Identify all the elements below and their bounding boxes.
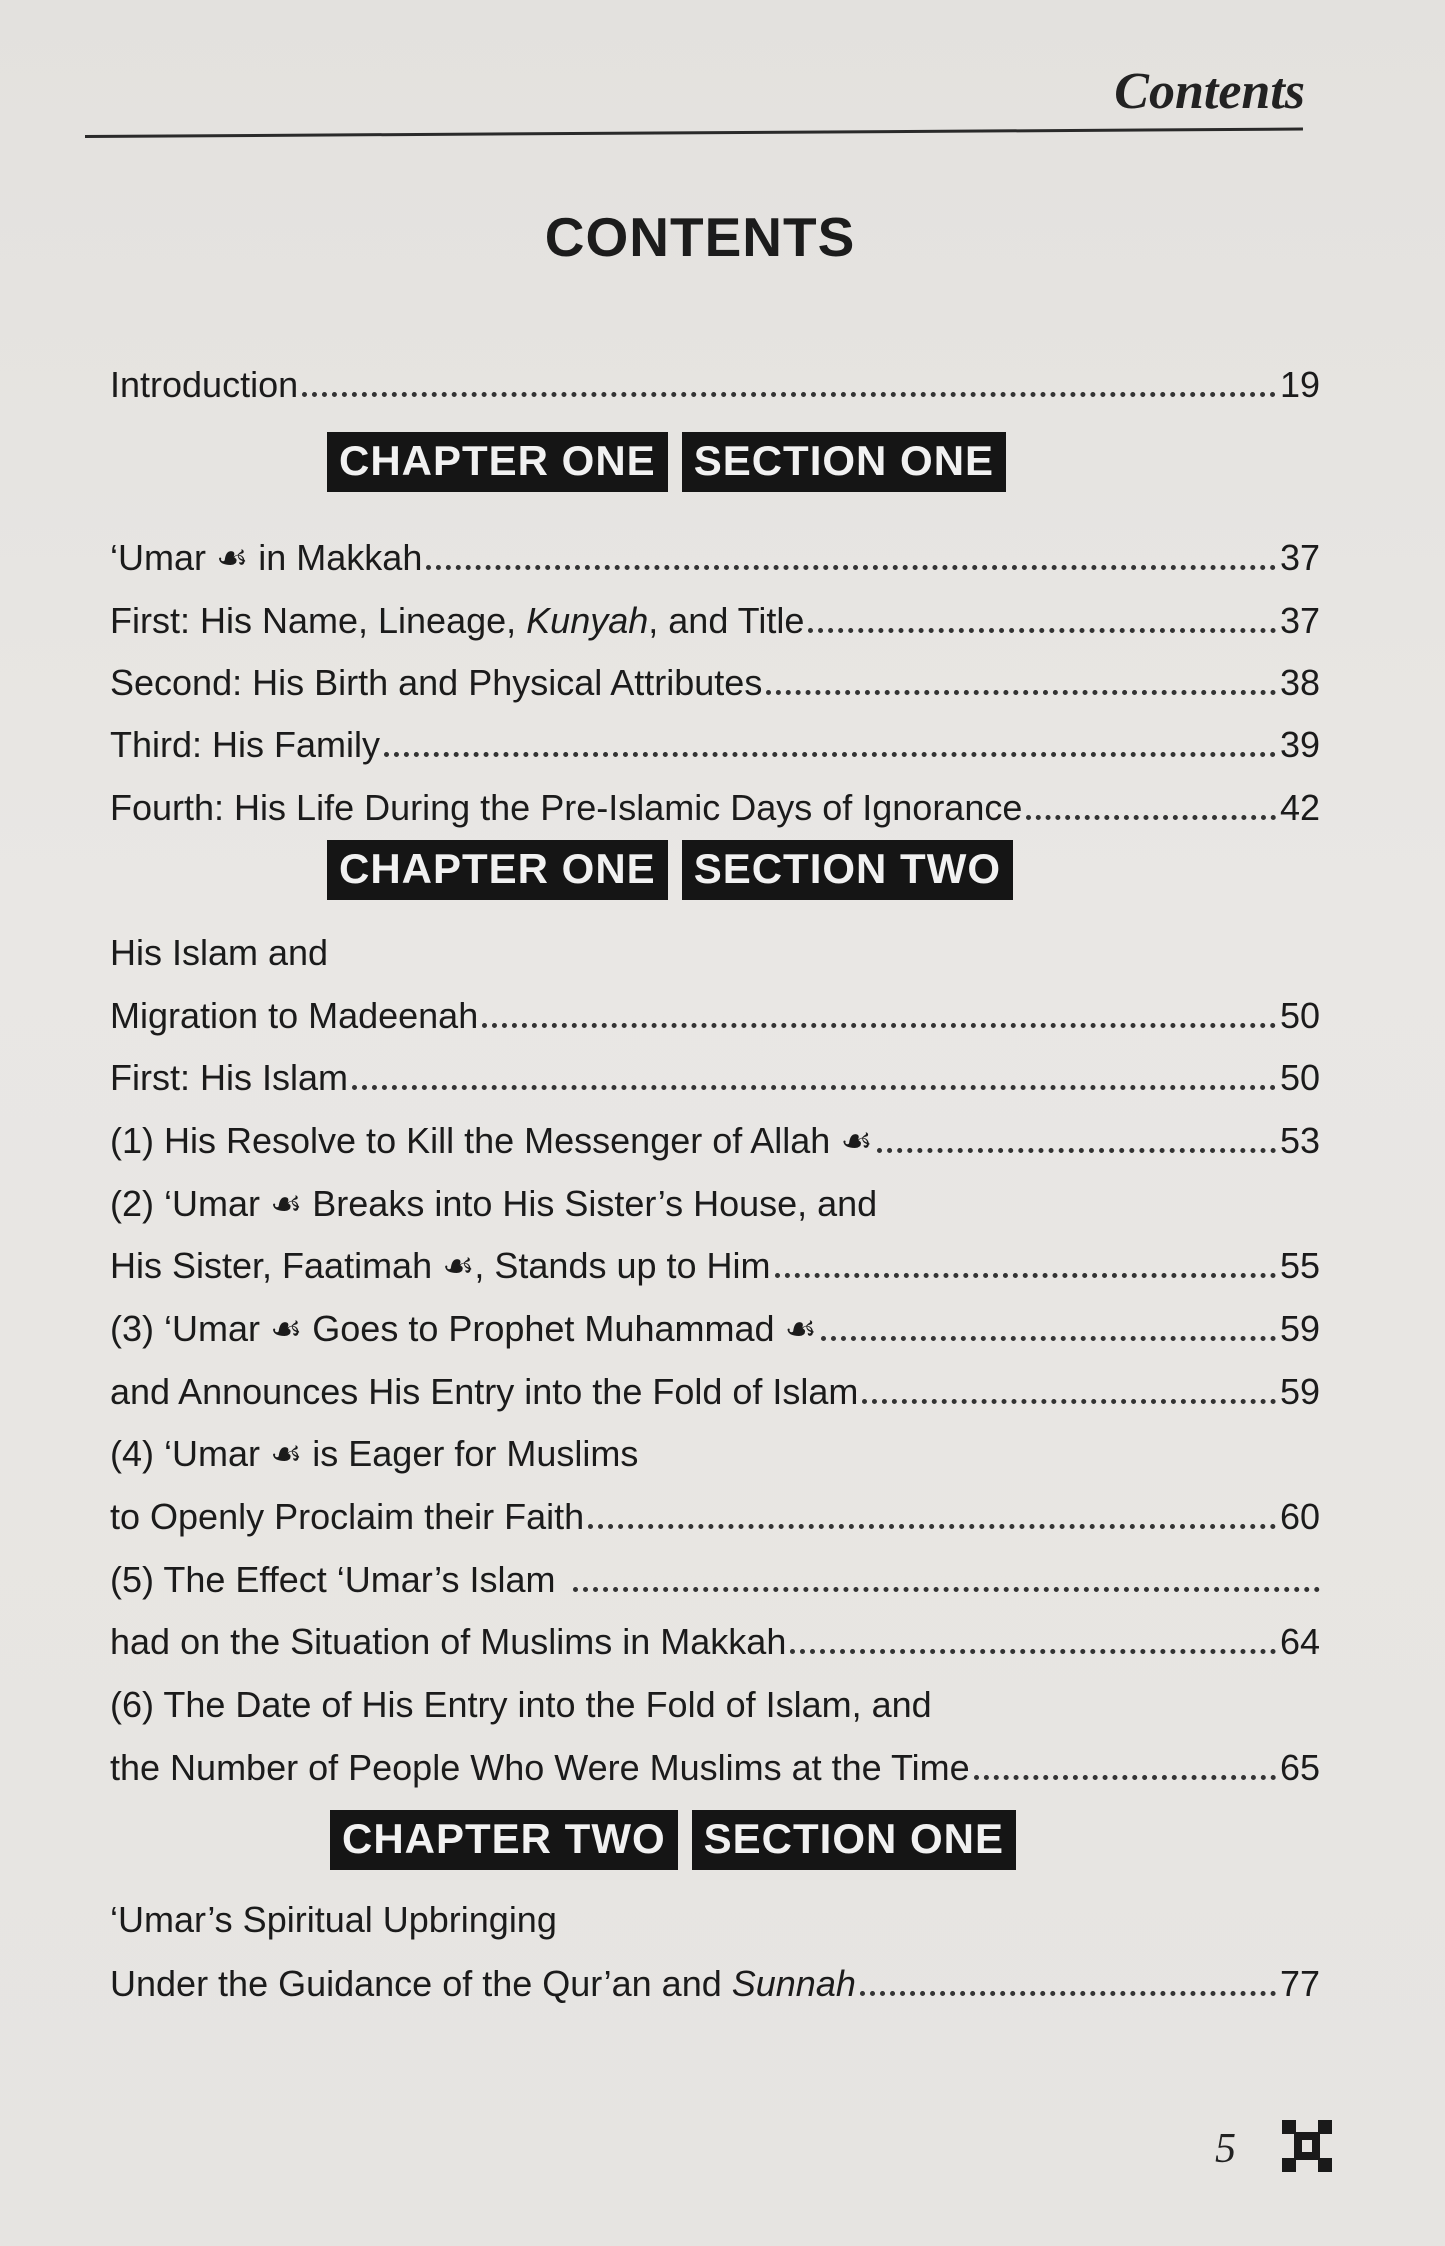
toc-entry-text: His Sister, Faatimah ☙, Stands up to Him: [110, 1245, 771, 1286]
dot-leader: [588, 1524, 1276, 1529]
toc-page-number: 39: [1279, 724, 1320, 765]
toc-entry[interactable]: [110, 925, 1320, 975]
toc-page-number: 19: [1279, 364, 1320, 405]
toc-entry-text: (1) His Resolve to Kill the Messenger of Allah ☙: [110, 1120, 873, 1161]
toc-entry[interactable]: [110, 1050, 1320, 1100]
chapter-label: CHAPTER ONE: [327, 840, 668, 900]
toc-entry-text: First: His Name, Lineage, Kunyah, and Title: [110, 600, 805, 641]
toc-entry-text: (6) The Date of His Entry into the Fold of Islam, and: [110, 1684, 932, 1725]
toc-page-number: 50: [1279, 995, 1320, 1036]
section-label: SECTION ONE: [682, 432, 1006, 492]
page-number: 5: [1215, 2126, 1236, 2172]
toc-page-number: 53: [1279, 1120, 1320, 1161]
dot-leader: [482, 1023, 1276, 1028]
toc-entry[interactable]: [110, 1552, 1320, 1602]
dot-leader: [384, 752, 1276, 757]
toc-entry-text: had on the Situation of Muslims in Makkah: [110, 1621, 787, 1662]
toc-entry[interactable]: [110, 1364, 1320, 1414]
toc-page-number: 77: [1279, 1963, 1320, 2004]
toc-entry[interactable]: [110, 1426, 1320, 1476]
toc-entry[interactable]: [110, 1301, 1320, 1351]
running-head: Contents: [1114, 63, 1305, 120]
toc-entry-text: Second: His Birth and Physical Attributes: [110, 662, 763, 703]
dot-leader: [790, 1649, 1276, 1654]
toc-entry[interactable]: [110, 1892, 1320, 1942]
section-label: SECTION TWO: [682, 840, 1013, 900]
toc-entry-text: Migration to Madeenah: [110, 995, 479, 1036]
toc-entry-text: Introduction: [110, 364, 299, 405]
toc-entry[interactable]: [110, 1956, 1320, 2006]
toc-entry[interactable]: [110, 717, 1320, 767]
toc-entry[interactable]: [110, 1489, 1320, 1539]
dot-leader: [860, 1991, 1276, 1996]
toc-entry-text: the Number of People Who Were Muslims at the Time: [110, 1747, 970, 1788]
toc-entry[interactable]: [110, 530, 1320, 580]
toc-entry[interactable]: [110, 593, 1320, 643]
dot-leader: [877, 1148, 1276, 1153]
toc-entry-text: Under the Guidance of the Qur’an and Sunnah: [110, 1963, 856, 2004]
toc-page-number: 38: [1279, 662, 1320, 703]
chapter-section-banner: [327, 432, 1006, 492]
toc-entry-text: Third: His Family: [110, 724, 381, 765]
dot-leader: [1026, 815, 1276, 820]
toc-entry-text: to Openly Proclaim their Faith: [110, 1496, 585, 1537]
dot-leader: [302, 392, 1276, 397]
toc-entry[interactable]: [110, 1614, 1320, 1664]
page-title: CONTENTS: [544, 206, 856, 268]
toc-entry[interactable]: [110, 1176, 1320, 1226]
toc-entry[interactable]: [110, 1740, 1320, 1790]
toc-entry[interactable]: [110, 1238, 1320, 1288]
chapter-label: CHAPTER ONE: [327, 432, 668, 492]
toc-entry-text: (5) The Effect ‘Umar’s Islam: [110, 1559, 556, 1600]
toc-entry[interactable]: [110, 1677, 1320, 1727]
toc-entry[interactable]: [110, 1113, 1320, 1163]
toc-page-number: 50: [1279, 1057, 1320, 1098]
toc-page-number: 37: [1279, 600, 1320, 641]
toc-entry-text: First: His Islam: [110, 1057, 348, 1098]
toc-entry[interactable]: [110, 655, 1320, 705]
chapter-section-banner: [330, 1810, 1016, 1870]
toc-entry-text: (4) ‘Umar ☙ is Eager for Muslims: [110, 1433, 639, 1474]
toc-entry-text: and Announces His Entry into the Fold of Islam: [110, 1371, 859, 1412]
toc-page-number: 65: [1279, 1747, 1320, 1788]
toc-page-number: 64: [1279, 1621, 1320, 1662]
dot-leader: [974, 1775, 1276, 1780]
toc-page-number: 42: [1279, 787, 1320, 828]
dot-leader: [766, 690, 1276, 695]
toc-entry-text: Fourth: His Life During the Pre-Islamic Days of Ignorance: [110, 787, 1023, 828]
chapter-section-banner: [327, 840, 1013, 900]
dot-leader: [808, 628, 1276, 633]
chapter-label: CHAPTER TWO: [330, 1810, 678, 1870]
toc-entry-text: (3) ‘Umar ☙ Goes to Prophet Muhammad ☙: [110, 1308, 817, 1349]
toc-entry[interactable]: [110, 988, 1320, 1038]
ornament-icon: [1280, 2118, 1334, 2174]
dot-leader: [862, 1399, 1276, 1404]
toc-page-number: 60: [1279, 1496, 1320, 1537]
toc-page-number: 55: [1279, 1245, 1320, 1286]
dot-leader: [426, 565, 1276, 570]
dot-leader: [775, 1273, 1276, 1278]
toc-entry-text: ‘Umar’s Spiritual Upbringing: [110, 1899, 557, 1940]
header-rule: [85, 128, 1303, 138]
toc-entry-text: His Islam and: [110, 932, 329, 973]
toc-entry-text: (2) ‘Umar ☙ Breaks into His Sister’s House, and: [110, 1183, 878, 1224]
toc-entry-text: ‘Umar ☙ in Makkah: [110, 537, 423, 578]
toc-page-number: 59: [1279, 1371, 1320, 1412]
section-label: SECTION ONE: [692, 1810, 1016, 1870]
dot-leader: [352, 1085, 1276, 1090]
toc-entry[interactable]: [110, 780, 1320, 830]
toc-page-number: 59: [1279, 1308, 1320, 1349]
dot-leader: [573, 1587, 1320, 1592]
toc-page-number: 37: [1279, 537, 1320, 578]
dot-leader: [821, 1336, 1276, 1341]
toc-entry-introduction[interactable]: [110, 357, 1320, 407]
